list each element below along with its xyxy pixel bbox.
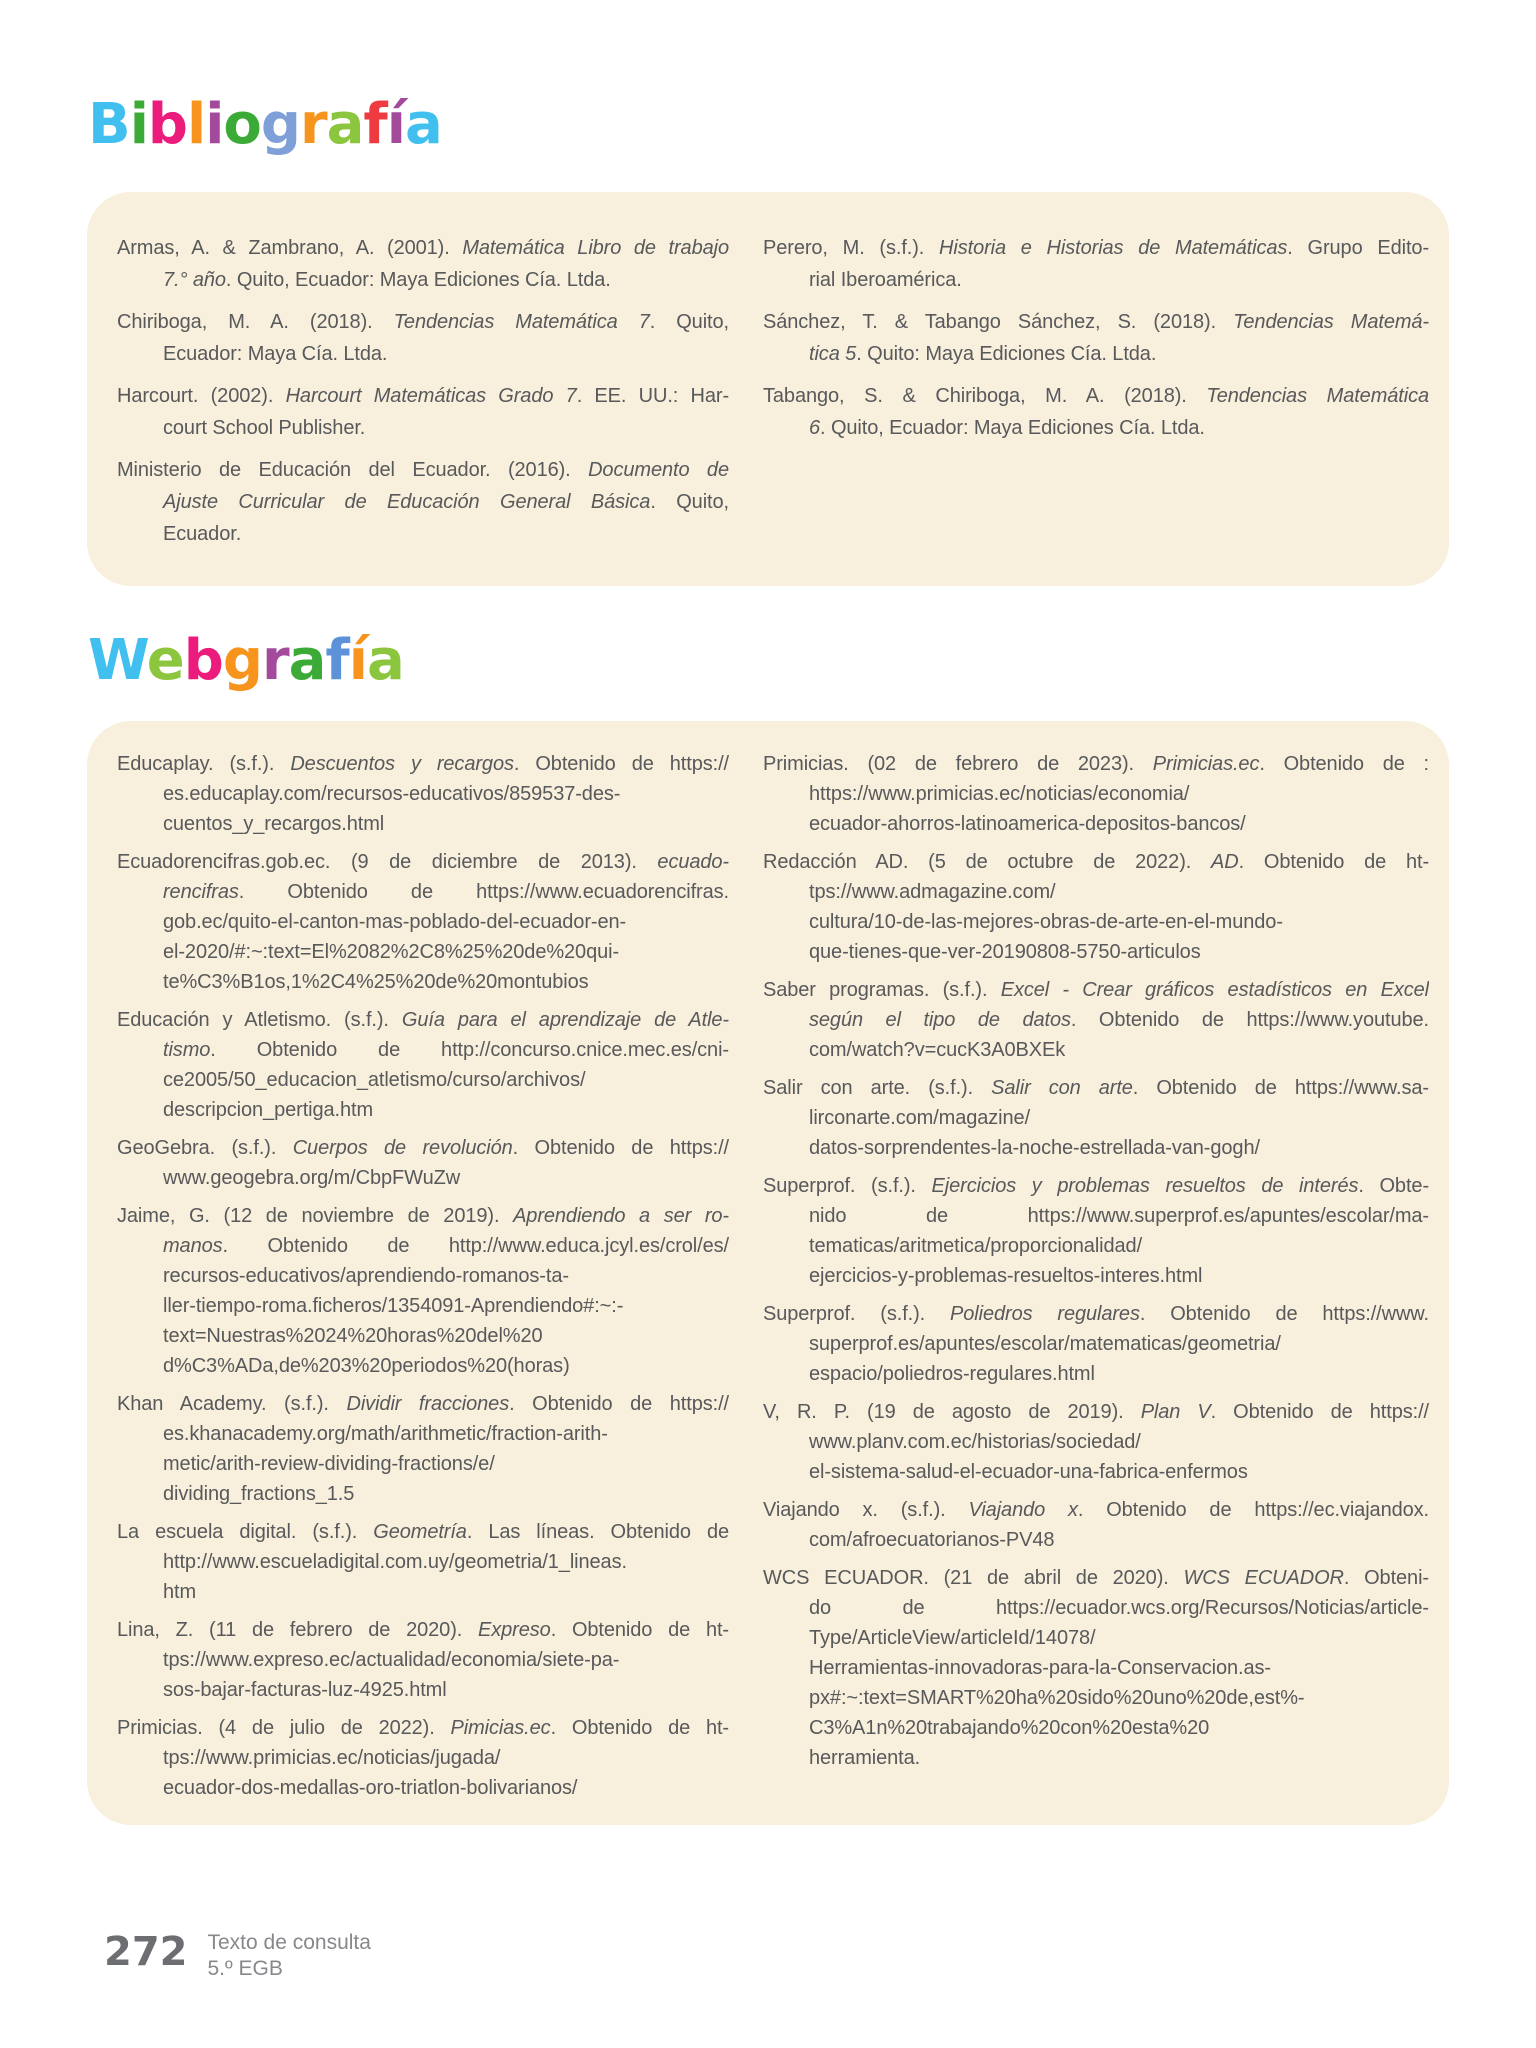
- reference-line: [763, 847, 1429, 877]
- reference-entry: [117, 847, 729, 997]
- reference-title-text: Ejercicios y problemas resueltos de interés: [931, 1175, 1359, 1198]
- reference-line: [763, 779, 1429, 809]
- reference-title-text: 7.° año: [163, 268, 226, 291]
- reference-title-text: manos: [163, 1235, 223, 1258]
- reference-title-text: Viajando x: [968, 1499, 1078, 1522]
- heading-letter: B: [88, 92, 130, 157]
- reference-line: [117, 1231, 729, 1261]
- reference-title-text: AD: [1211, 851, 1239, 874]
- reference-entry: [117, 1133, 729, 1193]
- reference-text: Viajando x. (s.f.).: [763, 1499, 969, 1522]
- reference-line: [117, 1321, 729, 1351]
- reference-text: La escuela digital. (s.f.).: [117, 1521, 374, 1544]
- webgrafia-heading: [88, 627, 1536, 693]
- reference-text: GeoGebra. (s.f.).: [117, 1137, 293, 1160]
- reference-line: [117, 1005, 729, 1035]
- reference-line: [117, 1773, 729, 1803]
- reference-text: . Obtenido de https://: [513, 753, 729, 776]
- reference-line: [117, 1163, 729, 1193]
- reference-title-text: Expreso: [478, 1619, 551, 1642]
- reference-line: [117, 1675, 729, 1705]
- reference-entry: [117, 1005, 729, 1125]
- reference-entry: [117, 1615, 729, 1705]
- reference-line: [763, 1103, 1429, 1133]
- reference-entry: [763, 1563, 1429, 1773]
- reference-line: [763, 306, 1429, 338]
- reference-line: [763, 907, 1429, 937]
- reference-entry: [117, 1389, 729, 1509]
- reference-text: d%C3%ADa,de%203%20periodos%20(horas): [163, 1355, 570, 1378]
- reference-line: [763, 264, 1429, 296]
- reference-entry: [117, 1713, 729, 1803]
- heading-letter: i: [205, 92, 224, 157]
- footer-label-line2: 5.º EGB: [207, 1957, 283, 1980]
- reference-text: . Las líneas. Obtenido de: [466, 1521, 729, 1544]
- reference-line: [763, 749, 1429, 779]
- footer-label: [208, 1930, 371, 1982]
- reference-line: [763, 1713, 1429, 1743]
- reference-line: [117, 412, 729, 444]
- reference-title-text: Geometría: [373, 1521, 467, 1544]
- reference-text: Superprof. (s.f.).: [763, 1175, 932, 1198]
- reference-title-text: Guía para el aprendizaje de Atle-: [401, 1009, 729, 1032]
- reference-title-text: Pimicias.ec: [450, 1717, 551, 1740]
- reference-text: . Obtenido de https://ec.viajandox.: [1077, 1499, 1429, 1522]
- reference-text: Lina, Z. (11 de febrero de 2020).: [117, 1619, 479, 1642]
- reference-text: metic/arith-review-dividing-fractions/e/: [163, 1453, 495, 1476]
- reference-title-text: Tendencias Matemá-: [1233, 310, 1429, 333]
- reference-text: px#:~:text=SMART%20ha%20sido%20uno%20de,est%-: [809, 1687, 1305, 1710]
- reference-text: https://www.primicias.ec/noticias/economia/: [809, 783, 1190, 806]
- reference-entry: [763, 1299, 1429, 1389]
- reference-line: [117, 486, 729, 518]
- reference-title-text: Tendencias Matemática: [1206, 384, 1429, 407]
- reference-text: Educación y Atletismo. (s.f.).: [117, 1009, 402, 1032]
- reference-text: es.educaplay.com/recursos-educativos/859537-des-: [163, 783, 621, 806]
- reference-text: Primicias. (4 de julio de 2022).: [117, 1717, 451, 1740]
- reference-line: [117, 877, 729, 907]
- reference-text: . Obtenido de ht-: [550, 1619, 729, 1642]
- heading-letter: r: [299, 92, 327, 157]
- reference-line: [117, 749, 729, 779]
- reference-line: [763, 1525, 1429, 1555]
- heading-letter: a: [404, 92, 442, 157]
- reference-title-text: Poliedros regulares: [950, 1303, 1140, 1326]
- reference-title-text: Tendencias Matemática 7: [393, 310, 650, 333]
- heading-letter: r: [261, 627, 289, 693]
- reference-line: [763, 877, 1429, 907]
- reference-line: [117, 1577, 729, 1607]
- reference-line: [763, 1201, 1429, 1231]
- reference-line: [763, 1593, 1429, 1623]
- heading-letter: a: [366, 627, 404, 693]
- reference-line: [763, 1231, 1429, 1261]
- reference-text: Superprof. (s.f.).: [763, 1303, 951, 1326]
- reference-text: Primicias. (02 de febrero de 2023).: [763, 753, 1153, 776]
- bibliografia-heading: [88, 94, 1536, 156]
- reference-line: [117, 338, 729, 370]
- reference-line: [763, 232, 1429, 264]
- reference-text: rial Iberoamérica.: [809, 268, 962, 291]
- reference-line: [117, 264, 729, 296]
- reference-line: [763, 1457, 1429, 1487]
- webgrafia-column-left: [117, 749, 729, 1811]
- reference-text: V, R. P. (19 de agosto de 2019).: [763, 1401, 1141, 1424]
- reference-line: [117, 1291, 729, 1321]
- reference-line: [117, 1479, 729, 1509]
- reference-text: Redacción AD. (5 de octubre de 2022).: [763, 851, 1212, 874]
- reference-line: [117, 1201, 729, 1231]
- reference-text: . Obtenido de :: [1259, 753, 1429, 776]
- reference-entry: [117, 454, 729, 550]
- reference-line: [763, 1005, 1429, 1035]
- reference-text: ce2005/50_educacion_atletismo/curso/archivos/: [163, 1069, 586, 1092]
- reference-text: . Obtenido de https://www.: [1139, 1303, 1429, 1326]
- heading-letter: í: [348, 627, 367, 693]
- reference-entry: [763, 847, 1429, 967]
- reference-line: [763, 412, 1429, 444]
- reference-text: Ecuador.: [163, 522, 242, 545]
- reference-text: Tabango, S. & Chiriboga, M. A. (2018).: [763, 384, 1207, 407]
- reference-text: Herramientas-innovadoras-para-la-Conservacion.as-: [809, 1657, 1271, 1680]
- reference-text: . Obtenido de https://www.ecuadorencifras.: [238, 881, 729, 904]
- reference-entry: [117, 1517, 729, 1607]
- reference-title-text: Harcourt Matemáticas Grado 7: [285, 384, 577, 407]
- heading-letter: b: [183, 627, 223, 693]
- reference-entry: [763, 1171, 1429, 1291]
- heading-letter: l: [186, 92, 206, 157]
- reference-title-text: 6: [809, 416, 821, 439]
- reference-entry: [117, 749, 729, 839]
- reference-line: [117, 1261, 729, 1291]
- reference-text: tps://www.expreso.ec/actualidad/economia/siete-pa-: [163, 1649, 620, 1672]
- reference-text: do de https://ecuador.wcs.org/Recursos/Noticias/article-: [809, 1597, 1429, 1620]
- reference-text: . Grupo Edito-: [1287, 236, 1429, 259]
- reference-title-text: Descuentos y recargos: [290, 753, 514, 776]
- reference-text: Saber programas. (s.f.).: [763, 979, 1001, 1002]
- reference-text: descripcion_pertiga.htm: [163, 1099, 374, 1122]
- reference-text: com/watch?v=cucK3A0BXEk: [809, 1039, 1066, 1062]
- reference-line: [117, 1095, 729, 1125]
- reference-line: [117, 232, 729, 264]
- reference-text: dividing_fractions_1.5: [163, 1483, 355, 1506]
- reference-text: . Quito, Ecuador: Maya Ediciones Cía. Ltda.: [225, 268, 611, 291]
- heading-letter: f: [363, 92, 387, 157]
- reference-text: Jaime, G. (12 de noviembre de 2019).: [117, 1205, 514, 1228]
- reference-line: [763, 1563, 1429, 1593]
- reference-line: [763, 1171, 1429, 1201]
- reference-entry: [763, 1495, 1429, 1555]
- reference-line: [117, 1449, 729, 1479]
- reference-text: . Obteni-: [1343, 1567, 1429, 1590]
- reference-title-text: Excel - Crear gráficos estadísticos en Excel: [1000, 979, 1429, 1002]
- reference-line: [117, 967, 729, 997]
- reference-line: [117, 907, 729, 937]
- reference-entry: [763, 306, 1429, 370]
- reference-line: [117, 518, 729, 550]
- reference-text: . Obtenido de https://: [512, 1137, 729, 1160]
- reference-title-text: rencifras: [163, 881, 239, 904]
- reference-line: [763, 1495, 1429, 1525]
- reference-line: [117, 380, 729, 412]
- footer-label-line1: Texto de consulta: [207, 1931, 371, 1954]
- reference-line: [763, 1623, 1429, 1653]
- reference-text: es.khanacademy.org/math/arithmetic/fraction-arith-: [163, 1423, 608, 1446]
- reference-line: [117, 847, 729, 877]
- reference-text: www.geogebra.org/m/CbpFWuZw: [163, 1167, 461, 1190]
- reference-text: cuentos_y_recargos.html: [163, 813, 385, 836]
- reference-entry: [763, 1073, 1429, 1163]
- reference-text: . Quito,: [650, 490, 729, 513]
- reference-text: . Obtenido de ht-: [1238, 851, 1429, 874]
- reference-text: tematicas/aritmetica/proporcionalidad/: [809, 1235, 1143, 1258]
- reference-text: Armas, A. & Zambrano, A. (2001).: [117, 236, 463, 259]
- reference-line: [117, 809, 729, 839]
- reference-line: [117, 1035, 729, 1065]
- reference-text: . Quito,: [649, 310, 729, 333]
- reference-entry: [117, 232, 729, 296]
- reference-entry: [117, 380, 729, 444]
- reference-entry: [763, 1397, 1429, 1487]
- reference-line: [763, 1743, 1429, 1773]
- reference-text: . EE. UU.: Har-: [576, 384, 729, 407]
- heading-letter: í: [386, 92, 405, 157]
- reference-entry: [763, 975, 1429, 1065]
- reference-title-text: tica 5: [809, 342, 857, 365]
- reference-title-text: Ajuste Curricular de Educación General Básica: [163, 490, 651, 513]
- reference-title-text: Dividir fracciones: [346, 1393, 510, 1416]
- reference-text: . Obtenido de https://www.youtube.: [1070, 1009, 1429, 1032]
- reference-line: [763, 1427, 1429, 1457]
- reference-line: [763, 937, 1429, 967]
- reference-line: [117, 1389, 729, 1419]
- reference-text: datos-sorprendentes-la-noche-estrellada-van-gogh/: [809, 1137, 1260, 1160]
- reference-line: [763, 380, 1429, 412]
- reference-line: [117, 1743, 729, 1773]
- reference-line: [763, 1299, 1429, 1329]
- reference-text: C3%A1n%20trabajando%20con%20esta%20: [809, 1717, 1210, 1740]
- reference-text: Ministerio de Educación del Ecuador. (2016).: [117, 458, 589, 481]
- reference-text: . Obtenido de http://concurso.cnice.mec.es/cni-: [210, 1039, 729, 1062]
- reference-text: Sánchez, T. & Tabango Sánchez, S. (2018).: [763, 310, 1234, 333]
- reference-entry: [763, 380, 1429, 444]
- webgrafia-box: [87, 721, 1449, 1825]
- reference-text: court School Publisher.: [163, 416, 366, 439]
- reference-text: Ecuador: Maya Cía. Ltda.: [163, 342, 388, 365]
- reference-text: Perero, M. (s.f.).: [763, 236, 940, 259]
- reference-title-text: tismo: [163, 1039, 211, 1062]
- reference-line: [763, 1359, 1429, 1389]
- reference-text: Khan Academy. (s.f.).: [117, 1393, 347, 1416]
- reference-text: cultura/10-de-las-mejores-obras-de-arte-en-el-mundo-: [809, 911, 1283, 934]
- reference-text: com/afroecuatorianos-PV48: [809, 1529, 1055, 1552]
- heading-letter: W: [88, 627, 147, 693]
- reference-text: recursos-educativos/aprendiendo-romanos-ta-: [163, 1265, 569, 1288]
- reference-text: Type/ArticleView/articleId/14078/: [809, 1627, 1096, 1650]
- reference-text: Ecuadorencifras.gob.ec. (9 de diciembre de 2013).: [117, 851, 658, 874]
- reference-text: que-tienes-que-ver-20190808-5750-articulos: [809, 941, 1201, 964]
- bibliografia-column-left: [117, 232, 729, 560]
- reference-line: [763, 338, 1429, 370]
- reference-entry: [763, 232, 1429, 296]
- reference-line: [763, 975, 1429, 1005]
- reference-entry: [117, 306, 729, 370]
- reference-text: nido de https://www.superprof.es/apuntes/escolar/ma-: [809, 1205, 1429, 1228]
- reference-title-text: según el tipo de datos: [809, 1009, 1071, 1032]
- reference-text: lirconarte.com/magazine/: [809, 1107, 1031, 1130]
- reference-title-text: Historia e Historias de Matemáticas: [939, 236, 1288, 259]
- reference-line: [117, 1351, 729, 1381]
- reference-line: [117, 1065, 729, 1095]
- heading-letter: b: [147, 92, 187, 157]
- reference-line: [117, 1517, 729, 1547]
- bibliografia-box: [87, 192, 1449, 586]
- reference-text: . Quito, Ecuador: Maya Ediciones Cía. Ltda.: [820, 416, 1205, 439]
- heading-letter: f: [325, 627, 349, 693]
- reference-title-text: ecuado-: [657, 851, 729, 874]
- reference-text: ecuador-ahorros-latinoamerica-depositos-bancos/: [809, 813, 1246, 836]
- reference-text: ecuador-dos-medallas-oro-triatlon-bolivarianos/: [163, 1777, 578, 1800]
- heading-letter: a: [326, 92, 364, 157]
- reference-text: http://www.escueladigital.com.uy/geometria/1_lineas.: [163, 1551, 627, 1574]
- reference-text: . Obtenido de https://www.sa-: [1132, 1077, 1429, 1100]
- reference-title-text: Cuerpos de revolución: [292, 1137, 513, 1160]
- heading-letter: g: [222, 627, 262, 693]
- bibliografia-column-right: [763, 232, 1429, 560]
- reference-text: Chiriboga, M. A. (2018).: [117, 310, 394, 333]
- reference-text: Salir con arte. (s.f.).: [763, 1077, 992, 1100]
- reference-line: [763, 1653, 1429, 1683]
- reference-entry: [763, 749, 1429, 839]
- reference-text: ejercicios-y-problemas-resueltos-interes.html: [809, 1265, 1203, 1288]
- reference-line: [763, 1683, 1429, 1713]
- reference-line: [763, 1133, 1429, 1163]
- reference-line: [117, 306, 729, 338]
- reference-line: [763, 1397, 1429, 1427]
- reference-title-text: Primicias.ec: [1152, 753, 1260, 776]
- reference-line: [117, 779, 729, 809]
- heading-letter: a: [288, 627, 326, 693]
- reference-title-text: Salir con arte: [991, 1077, 1133, 1100]
- reference-text: tps://www.admagazine.com/: [809, 881, 1056, 904]
- reference-text: superprof.es/apuntes/escolar/matematicas/geometria/: [809, 1333, 1281, 1356]
- reference-line: [117, 1713, 729, 1743]
- reference-line: [763, 1261, 1429, 1291]
- webgrafia-column-right: [763, 749, 1429, 1811]
- reference-line: [763, 1329, 1429, 1359]
- reference-entry: [117, 1201, 729, 1381]
- reference-line: [763, 1073, 1429, 1103]
- reference-text: . Obtenido de http://www.educa.jcyl.es/crol/es/: [222, 1235, 729, 1258]
- reference-text: . Obtenido de ht-: [550, 1717, 729, 1740]
- reference-text: espacio/poliedros-regulares.html: [809, 1363, 1095, 1386]
- reference-text: . Obtenido de https://: [509, 1393, 729, 1416]
- page-footer: [104, 1930, 371, 1982]
- reference-text: sos-bajar-facturas-luz-4925.html: [163, 1679, 447, 1702]
- reference-text: ller-tiempo-roma.ficheros/1354091-Aprendiendo#:~:-: [163, 1295, 624, 1318]
- reference-text: htm: [163, 1581, 197, 1604]
- reference-text: . Obte-: [1358, 1175, 1429, 1198]
- reference-text: te%C3%B1os,1%2C4%25%20de%20montubios: [163, 971, 589, 994]
- reference-line: [117, 1419, 729, 1449]
- reference-text: el-sistema-salud-el-ecuador-una-fabrica-enfermos: [809, 1461, 1248, 1484]
- reference-line: [117, 1133, 729, 1163]
- heading-letter: g: [260, 92, 300, 157]
- reference-text: . Quito: Maya Ediciones Cía. Ltda.: [856, 342, 1157, 365]
- reference-title-text: WCS ECUADOR: [1183, 1567, 1344, 1590]
- reference-text: el-2020/#:~:text=El%2082%2C8%25%20de%20qui-: [163, 941, 620, 964]
- reference-text: . Obtenido de https://: [1210, 1401, 1429, 1424]
- heading-letter: e: [146, 627, 184, 693]
- reference-line: [117, 454, 729, 486]
- reference-text: gob.ec/quito-el-canton-mas-poblado-del-ecuador-en-: [163, 911, 627, 934]
- heading-letter: i: [129, 92, 148, 157]
- reference-text: Harcourt. (2002).: [117, 384, 286, 407]
- reference-title-text: Aprendiendo a ser ro-: [513, 1205, 729, 1228]
- reference-line: [117, 937, 729, 967]
- reference-line: [117, 1547, 729, 1577]
- reference-title-text: Matemática Libro de trabajo: [462, 236, 729, 259]
- reference-title-text: Documento de: [588, 458, 729, 481]
- reference-title-text: Plan V: [1140, 1401, 1211, 1424]
- reference-text: WCS ECUADOR. (21 de abril de 2020).: [763, 1567, 1184, 1590]
- page-number: 272: [104, 1929, 188, 1975]
- reference-line: [763, 1035, 1429, 1065]
- reference-text: herramienta.: [809, 1747, 921, 1770]
- reference-text: Educaplay. (s.f.).: [117, 753, 291, 776]
- reference-line: [117, 1645, 729, 1675]
- reference-text: text=Nuestras%2024%20horas%20del%20: [163, 1325, 543, 1348]
- reference-line: [763, 809, 1429, 839]
- reference-text: www.planv.com.ec/historias/sociedad/: [809, 1431, 1141, 1454]
- reference-text: tps://www.primicias.ec/noticias/jugada/: [163, 1747, 501, 1770]
- heading-letter: o: [223, 92, 261, 157]
- reference-line: [117, 1615, 729, 1645]
